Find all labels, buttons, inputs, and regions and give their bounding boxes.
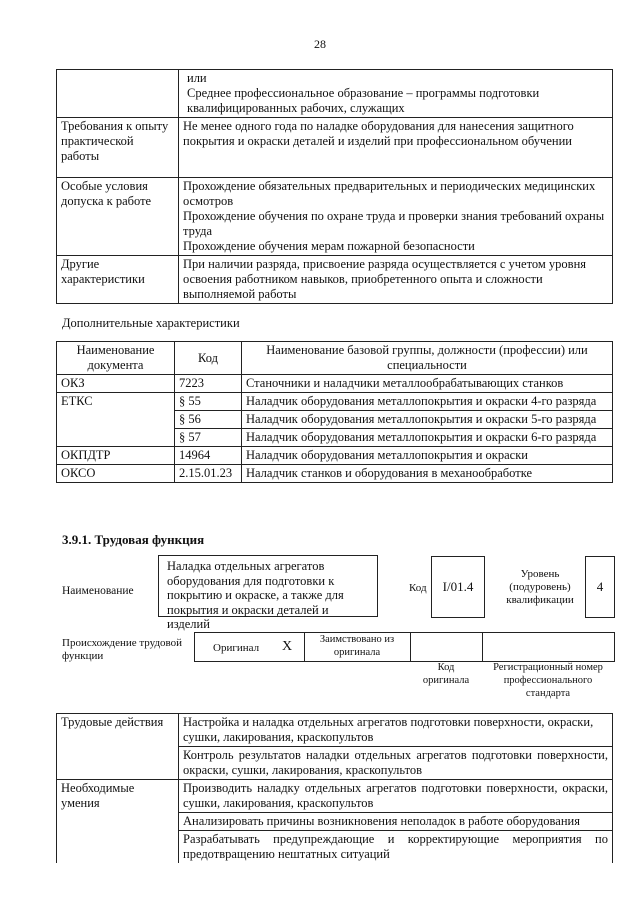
row-content [179,256,613,304]
table-row [57,375,613,393]
row-label [57,831,179,864]
cell-doc [57,411,175,429]
row-label [57,70,179,118]
cell-name: Наладчик станков и оборудования в механообработке [242,465,613,483]
table-row [57,118,613,178]
row-content [179,118,613,178]
row-content: Производить наладку отдельных агрегатов подготовки поверхности, окраски, сушки, лакирования, краскопультов [179,780,613,813]
content-line: или [187,71,207,85]
table-header-row [57,342,613,375]
requirements-table [56,69,613,304]
cell-code: § 57 [175,429,242,447]
original-label: Оригинал [213,642,260,654]
table-row [57,429,613,447]
table-row [57,411,613,429]
table-row [57,256,613,304]
row-label: Другие характеристики [57,256,179,304]
code-box: I/01.4 [431,556,485,618]
level-label: Уровень (подуровень) квалификации [506,568,574,606]
function-heading: 3.9.1. Трудовая функция [62,532,205,547]
table-row [57,393,613,411]
cell-doc: ОКСО [57,465,175,483]
row-content: Настройка и наладка отдельных агрегатов подготовки поверхности, окраски, сушки, лакирования, краскопультов [179,714,613,747]
row-content [179,70,613,118]
content-line: Не менее одного года по наладке оборудования для нанесения защитного покрытия и окраски деталей и изделий при профессиональном обучении [183,119,574,148]
cell-doc [57,429,175,447]
table-row [57,714,613,747]
additional-table [56,341,613,483]
row-label [57,813,179,831]
page-number: 28 [314,37,326,51]
content-line: Прохождение обучения мерам пожарной безопасности [183,239,475,253]
origin-box [194,632,615,662]
row-content [179,178,613,256]
cell-doc: ОКЗ [57,375,175,393]
row-label: Необходимые умения [57,780,179,813]
content-line: При наличии разряда, присвоение разряда осуществляется с учетом уровня освоения работником навыков, приобретенного опыта и сложности выполняемой работы [183,257,587,301]
cell-name: Станочники и наладчики металлообрабатывающих станков [242,375,613,393]
original-mark: X [282,639,293,654]
table-row [57,70,613,118]
cell-name: Наладчик оборудования металлопокрытия и окраски 6-го разряда [242,429,613,447]
row-content: Анализировать причины возникновения неполадок в работе оборудования [179,813,613,831]
row-label: Трудовые действия [57,714,179,747]
content-line: Прохождение обучения по охране труда и проверки знания требований охраны труда [183,209,605,238]
header-code: Код [175,342,242,375]
function-name-box: Наладка отдельных агрегатов оборудования для подготовки к покрытию и окраске, а также для покрытия и окраски деталей и изделий [158,555,378,617]
table-row [57,831,613,864]
table-row [57,447,613,465]
registration-label: Регистрационный номер профессионального стандарта [493,662,603,699]
table-row [57,465,613,483]
content-line: Среднее профессиональное образование – программы подготовки квалифицированных рабочих, служащих [187,86,540,115]
table-row [57,780,613,813]
table-row [57,813,613,831]
row-label: Особые условия допуска к работе [57,178,179,256]
cell-code: 14964 [175,447,242,465]
code-original-label: Код оригинала [422,662,470,686]
row-label: Требования к опыту практической работы [57,118,179,178]
row-content: Контроль результатов наладки отдельных агрегатов подготовки поверхности, окраски, сушки, лакирования, краскопультов [179,747,613,780]
cell-doc: ЕТКС [57,393,175,411]
cell-code: § 55 [175,393,242,411]
additional-title: Дополнительные характеристики [62,316,240,330]
content-line: Прохождение обязательных предварительных и периодических медицинских осмотров [183,179,596,208]
borrowed-label: Заимствовано из оригинала [319,634,395,658]
table-row [57,178,613,256]
cell-code: 2.15.01.23 [175,465,242,483]
table-row [57,747,613,780]
level-box: 4 [585,556,615,618]
actions-table [56,713,613,863]
row-content: Разрабатывать предупреждающие и корректирующие мероприятия по предотвращению нештатных ситуаций [179,831,613,864]
cell-code: 7223 [175,375,242,393]
cell-name: Наладчик оборудования металлопокрытия и окраски [242,447,613,465]
cell-doc: ОКПДТР [57,447,175,465]
cell-name: Наладчик оборудования металлопокрытия и окраски 5-го разряда [242,411,613,429]
header-doc: Наименование документа [57,342,175,375]
cell-name: Наладчик оборудования металлопокрытия и окраски 4-го разряда [242,393,613,411]
row-label [57,747,179,780]
code-label: Код [409,582,427,594]
name-label: Наименование [62,585,134,597]
origin-label: Происхождение трудовой функции [62,637,183,662]
header-name: Наименование базовой группы, должности (профессии) или специальности [242,342,613,375]
cell-code: § 56 [175,411,242,429]
